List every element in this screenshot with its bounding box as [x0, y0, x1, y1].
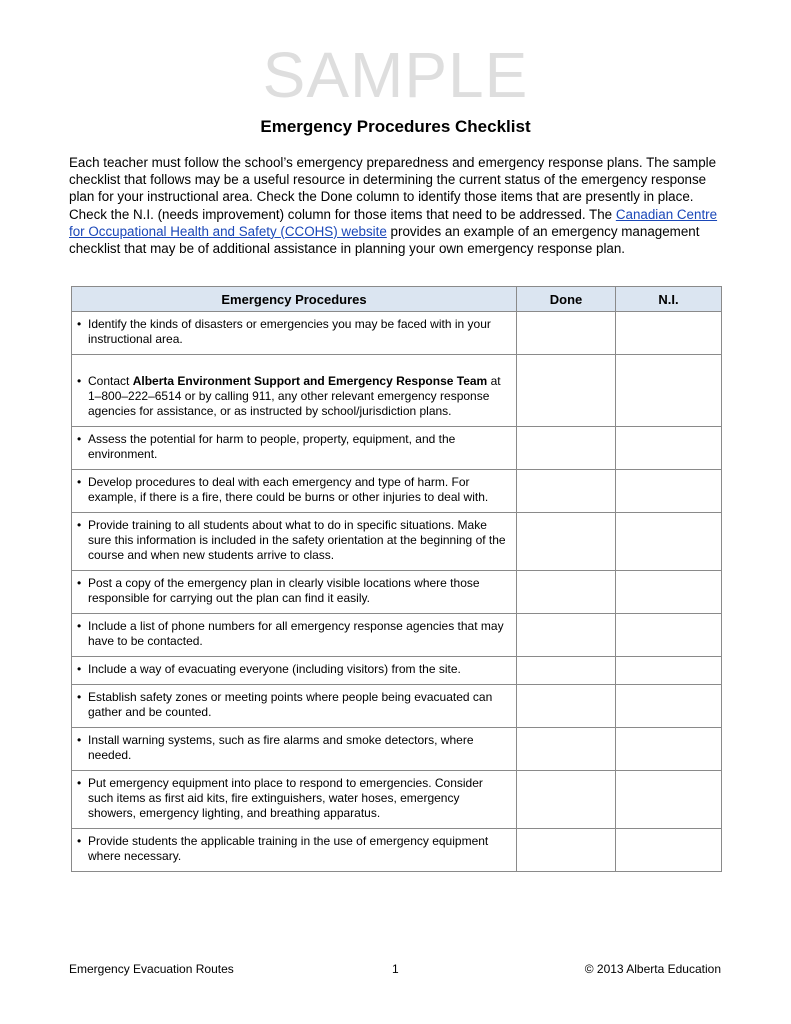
procedure-cell — [72, 685, 517, 728]
bullet-icon: • — [77, 374, 82, 388]
table-row — [72, 513, 722, 571]
bullet-icon: • — [77, 432, 82, 446]
done-checkbox-cell[interactable] — [517, 513, 616, 571]
procedure-text: Post a copy of the emergency plan in clearly visible locations where those responsible for carrying out the plan can find it easily. — [88, 576, 480, 605]
done-checkbox-cell[interactable] — [517, 427, 616, 470]
table-row — [72, 771, 722, 829]
bullet-icon: • — [77, 733, 82, 747]
page-title: Emergency Procedures Checklist — [260, 117, 531, 136]
footer-page-number: 1 — [392, 962, 399, 976]
bullet-icon: • — [77, 317, 82, 331]
table-row — [72, 728, 722, 771]
procedure-text: Establish safety zones or meeting points where people being evacuated can gather and be counted. — [88, 690, 493, 719]
procedure-text: Develop procedures to deal with each emergency and type of harm. For example, if there is a fire, there could be burns or other injuries to deal with. — [88, 475, 489, 504]
procedure-text: Assess the potential for harm to people, property, equipment, and the environment. — [88, 432, 456, 461]
table-header-row — [72, 287, 722, 312]
procedure-cell — [72, 571, 517, 614]
bullet-icon: • — [77, 662, 82, 676]
table-row — [72, 829, 722, 872]
procedure-cell — [72, 513, 517, 571]
table-row — [72, 427, 722, 470]
ni-checkbox-cell[interactable] — [616, 657, 722, 685]
bullet-icon: • — [77, 690, 82, 704]
done-checkbox-cell[interactable] — [517, 685, 616, 728]
procedure-text-pre: Contact — [88, 374, 133, 388]
done-checkbox-cell[interactable] — [517, 355, 616, 427]
bullet-icon: • — [77, 475, 82, 489]
ni-checkbox-cell[interactable] — [616, 771, 722, 829]
procedure-cell — [72, 427, 517, 470]
procedure-cell — [72, 614, 517, 657]
ni-checkbox-cell[interactable] — [616, 829, 722, 872]
column-header-procedures: Emergency Procedures — [72, 287, 517, 312]
bullet-icon: • — [77, 518, 82, 532]
procedure-cell — [72, 657, 517, 685]
procedure-text: Provide training to all students about what to do in specific situations. Make sure this information is included in the safety orientation at the beginning of the course and when new students arrive to class. — [88, 518, 506, 562]
table-row — [72, 657, 722, 685]
ccohs-website-link[interactable]: Canadian Centre for Occupational Health and Safety (CCOHS) website — [69, 206, 718, 239]
ni-checkbox-cell[interactable] — [616, 470, 722, 513]
done-checkbox-cell[interactable] — [517, 728, 616, 771]
done-checkbox-cell[interactable] — [517, 470, 616, 513]
procedure-text: Include a way of evacuating everyone (including visitors) from the site. — [88, 662, 461, 676]
footer-copyright: © 2013 Alberta Education — [584, 962, 721, 976]
footer-document-title: Emergency Evacuation Routes — [69, 962, 234, 976]
procedure-text: Include a list of phone numbers for all emergency response agencies that may have to be contacted. — [88, 619, 504, 648]
done-checkbox-cell[interactable] — [517, 571, 616, 614]
table-row — [72, 312, 722, 355]
agency-name: Alberta Environment Support and Emergency Response Team — [132, 374, 488, 388]
table-row — [72, 571, 722, 614]
ni-checkbox-cell[interactable] — [616, 685, 722, 728]
intro-text-before-link: Each teacher must follow the school’s emergency preparedness and emergency response plans. The sample checklist that follows may be a useful resource in determining the current status of the emergency response plan for your instructional area. Check the Done column to identify those items that are presently in place. Check the N.I. (needs improvement) column for those items that need to be addressed. The — [69, 155, 717, 222]
column-header-done: Done — [517, 287, 616, 312]
ni-checkbox-cell[interactable] — [616, 571, 722, 614]
checklist-table — [71, 286, 722, 872]
done-checkbox-cell[interactable] — [517, 312, 616, 355]
intro-paragraph — [69, 154, 729, 257]
table-row — [72, 355, 722, 427]
ni-checkbox-cell[interactable] — [616, 355, 722, 427]
bullet-icon: • — [77, 619, 82, 633]
procedure-cell — [72, 312, 517, 355]
bullet-icon: • — [77, 576, 82, 590]
bullet-icon: • — [77, 834, 82, 848]
table-row — [72, 470, 722, 513]
procedure-cell — [72, 829, 517, 872]
ni-checkbox-cell[interactable] — [616, 427, 722, 470]
intro-text-after-link: provides an example of an emergency management checklist that may be of additional assistance in planning your own emergency response plan. — [69, 223, 700, 257]
done-checkbox-cell[interactable] — [517, 771, 616, 829]
procedure-text-post: at 1–800–222–6514 or by calling 911, any other relevant emergency response agencies for assistance, or as instructed by school/jurisdiction plans. — [88, 374, 501, 418]
done-checkbox-cell[interactable] — [517, 829, 616, 872]
procedure-cell — [72, 470, 517, 513]
done-checkbox-cell[interactable] — [517, 657, 616, 685]
ni-checkbox-cell[interactable] — [616, 614, 722, 657]
sample-watermark: SAMPLE — [262, 39, 529, 111]
procedure-cell — [72, 355, 517, 427]
ni-checkbox-cell[interactable] — [616, 513, 722, 571]
procedure-text — [88, 374, 508, 419]
column-header-ni: N.I. — [616, 287, 722, 312]
procedure-cell — [72, 728, 517, 771]
table-row — [72, 614, 722, 657]
bullet-icon: • — [77, 776, 82, 790]
ni-checkbox-cell[interactable] — [616, 728, 722, 771]
done-checkbox-cell[interactable] — [517, 614, 616, 657]
procedure-text: Install warning systems, such as fire alarms and smoke detectors, where needed. — [88, 733, 474, 762]
ni-checkbox-cell[interactable] — [616, 312, 722, 355]
procedure-cell — [72, 771, 517, 829]
procedure-text: Put emergency equipment into place to respond to emergencies. Consider such items as first aid kits, fire extinguishers, water hoses, emergency showers, emergency lighting, and breathing apparatus. — [88, 776, 483, 820]
procedure-text: Identify the kinds of disasters or emergencies you may be faced with in your instructional area. — [88, 317, 491, 346]
table-row — [72, 685, 722, 728]
procedure-text: Provide students the applicable training in the use of emergency equipment where necessary. — [88, 834, 489, 863]
